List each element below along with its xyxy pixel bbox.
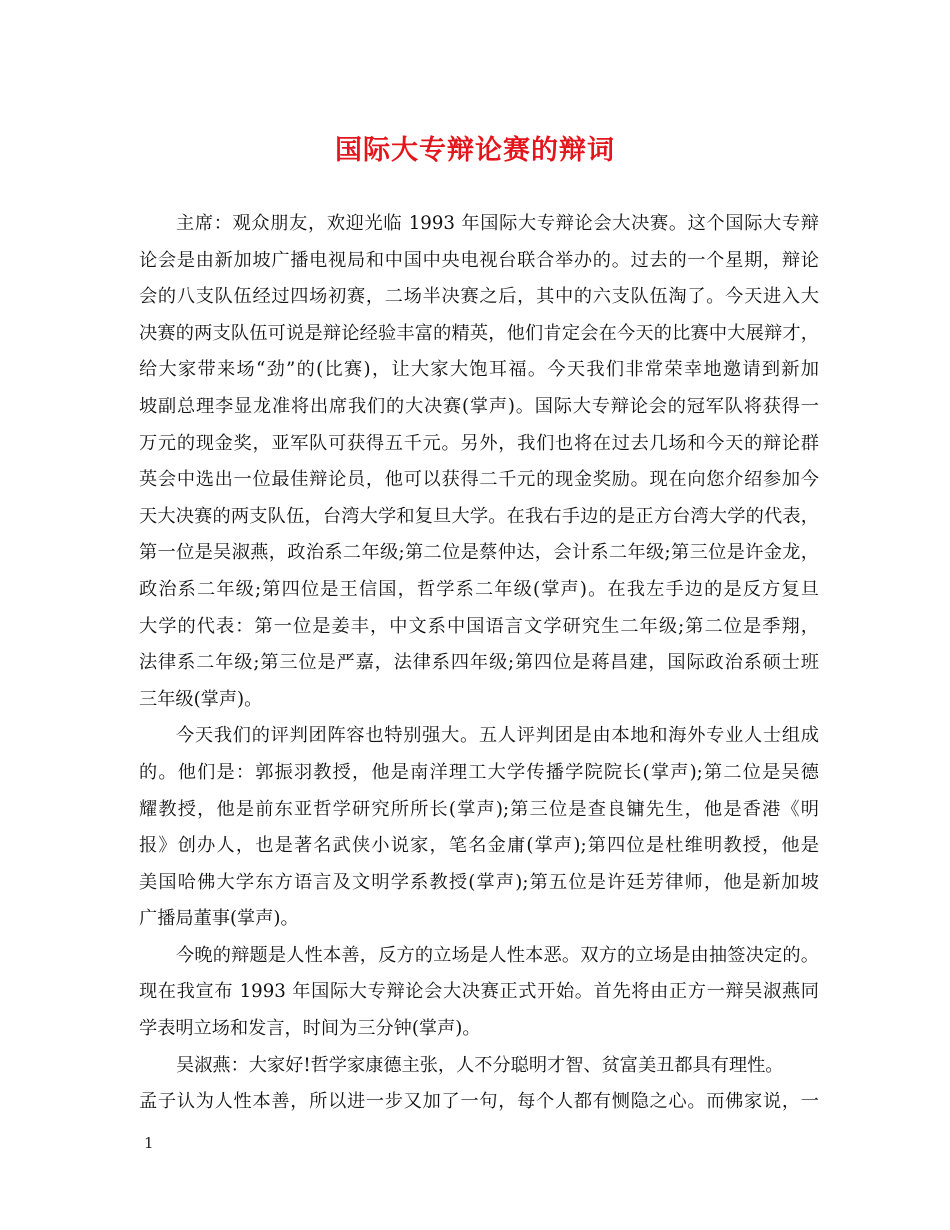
text-line: 英会中选出一位最佳辩论员，他可以获得二千元的现金奖励。现在向您介绍参加今 bbox=[139, 469, 819, 491]
text-line: 广播局董事(掌声)。 bbox=[139, 908, 299, 930]
text-line: 报》创办人，也是著名武侠小说家，笔名金庸(掌声);第四位是杜维明教授，他是 bbox=[139, 835, 819, 857]
page-number: 1 bbox=[144, 1134, 154, 1152]
text-line: 孟子认为人性本善，所以进一步又加了一句，每个人都有恻隐之心。而佛家说，一 bbox=[139, 1091, 819, 1113]
text-line: 现在我宣布 1993 年国际大专辩论会大决赛正式开始。首先将由正方一辩吴淑燕同 bbox=[139, 981, 819, 1003]
text-line: 论会是由新加坡广播电视局和中国中央电视台联合举办的。过去的一个星期，辩论 bbox=[139, 249, 819, 271]
text-line: 第一位是吴淑燕，政治系二年级;第二位是蔡仲达，会计系二年级;第三位是许金龙， bbox=[139, 542, 819, 564]
text-line: 耀教授，他是前东亚哲学研究所所长(掌声);第三位是查良镛先生，他是香港《明 bbox=[139, 798, 819, 820]
text-line: 主席：观众朋友，欢迎光临 1993 年国际大专辩论会大决赛。这个国际大专辩 bbox=[176, 213, 819, 234]
text-line: 吴淑燕：大家好!哲学家康德主张，人不分聪明才智、贫富美丑都具有理性。 bbox=[176, 1054, 784, 1076]
text-line: 今晚的辩题是人性本善，反方的立场是人性本恶。双方的立场是由抽签决定的。 bbox=[176, 944, 819, 966]
text-line: 大学的代表：第一位是姜丰，中文系中国语言文学研究生二年级;第二位是季翔， bbox=[139, 615, 819, 637]
document-title: 国际大专辩论赛的辩词 bbox=[335, 135, 615, 166]
text-line: 的。他们是：郭振羽教授，他是南洋理工大学传播学院院长(掌声);第二位是吴德 bbox=[139, 761, 819, 783]
text-line: 政治系二年级;第四位是王信国，哲学系二年级(掌声)。在我左手边的是反方复旦 bbox=[139, 578, 819, 600]
text-line: 三年级(掌声)。 bbox=[139, 688, 263, 710]
text-line: 给大家带来场“劲”的(比赛)，让大家大饱耳福。今天我们非常荣幸地邀请到新加 bbox=[139, 359, 819, 381]
text-line: 美国哈佛大学东方语言及文明学系教授(掌声);第五位是许廷芳律师，他是新加坡 bbox=[139, 871, 819, 893]
text-line: 天大决赛的两支队伍，台湾大学和复旦大学。在我右手边的是正方台湾大学的代表， bbox=[139, 505, 819, 527]
text-line: 会的八支队伍经过四场初赛，二场半决赛之后，其中的六支队伍淘了。今天进入大 bbox=[139, 286, 819, 308]
body-text bbox=[139, 206, 819, 1121]
text-line: 法律系二年级;第三位是严嘉，法律系四年级;第四位是蒋昌建，国际政治系硕士班 bbox=[139, 652, 819, 674]
text-line: 学表明立场和发言，时间为三分钟(掌声)。 bbox=[139, 1018, 481, 1040]
text-line: 今天我们的评判团阵容也特别强大。五人评判团是由本地和海外专业人士组成 bbox=[176, 725, 819, 747]
text-line: 万元的现金奖，亚军队可获得五千元。另外，我们也将在过去几场和今天的辩论群 bbox=[139, 432, 819, 454]
text-line: 决赛的两支队伍可说是辩论经验丰富的精英，他们肯定会在今天的比赛中大展辩才， bbox=[139, 322, 819, 344]
text-line: 坡副总理李显龙准将出席我们的大决赛(掌声)。国际大专辩论会的冠军队将获得一 bbox=[139, 395, 819, 417]
